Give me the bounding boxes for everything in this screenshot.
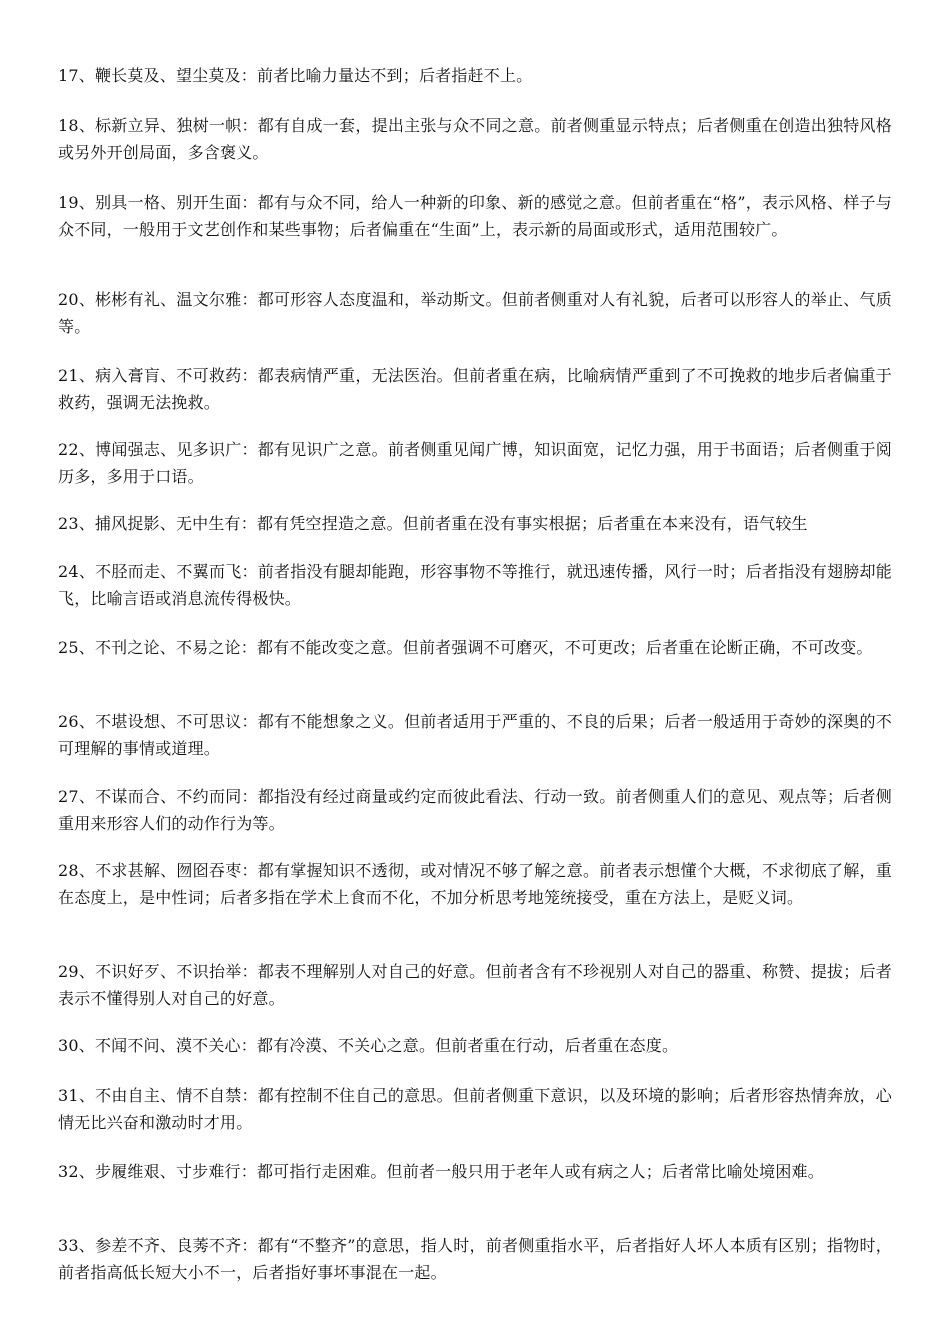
entry-28: 28、不求甚解、囫囵吞枣：都有掌握知识不透彻，或对情况不够了解之意。前者表示想懂个大概，不求彻底了解，重在态度上，是中性词；后者多指在学术上食而不化，不加分析思考地笼统接受，重在方法上，是贬义词。: [58, 861, 892, 907]
entry-29: 29、不识好歹、不识抬举：都表不理解别人对自己的好意。但前者含有不珍视别人对自己的器重、称赞、提拔；后者表示不懂得别人对自己的好意。: [58, 962, 892, 1008]
entry-17: 17、鞭长莫及、望尘莫及：前者比喻力量达不到；后者指赶不上。: [58, 66, 533, 85]
entry-23: 23、捕风捉影、无中生有：都有凭空捏造之意。但前者重在没有事实根据；后者重在本来没有，语气较生: [58, 514, 808, 533]
entry-20: 20、彬彬有礼、温文尔雅：都可形容人态度温和，举动斯文。但前者侧重对人有礼貌，后者可以形容人的举止、气质等。: [58, 290, 892, 336]
entry-33: 33、参差不齐、良莠不齐：都有“不整齐”的意思，指人时，前者侧重指水平，后者指好人坏人本质有区别；指物时，前者指高低长短大小不一，后者指好事坏事混在一起。: [58, 1236, 892, 1282]
entry-31: 31、不由自主、情不自禁：都有控制不住自己的意思。但前者侧重下意识，以及环境的影响；后者形容热情奔放，心情无比兴奋和激动时才用。: [58, 1086, 892, 1132]
entry-26: 26、不堪设想、不可思议：都有不能想象之义。但前者适用于严重的、不良的后果；后者一般适用于奇妙的深奥的不可理解的事情或道理。: [58, 712, 892, 758]
entry-21: 21、病入膏肓、不可救药：都表病情严重，无法医治。但前者重在病，比喻病情严重到了不可挽救的地步后者偏重于救药，强调无法挽救。: [58, 366, 892, 412]
entry-25: 25、不刊之论、不易之论：都有不能改变之意。但前者强调不可磨灭，不可更改；后者重在论断正确，不可改变。: [58, 638, 873, 657]
entry-24: 24、不胫而走、不翼而飞：前者指没有腿却能跑，形容事物不等推行，就迅速传播，风行一时；后者指没有翅膀却能飞，比喻言语或消息流传得极快。: [58, 562, 892, 608]
entry-22: 22、博闻强志、见多识广：都有见识广之意。前者侧重见闻广博，知识面宽，记忆力强，用于书面语；后者侧重于阅历多，多用于口语。: [58, 440, 892, 486]
entry-18: 18、标新立异、独树一帜：都有自成一套，提出主张与众不同之意。前者侧重显示特点；后者侧重在创造出独特风格或另外开创局面，多含褒义。: [58, 116, 892, 162]
entry-32: 32、步履维艰、寸步难行：都可指行走困难。但前者一般只用于老年人或有病之人；后者常比喻处境困难。: [58, 1162, 824, 1181]
entry-19: 19、别具一格、别开生面：都有与众不同，给人一种新的印象、新的感觉之意。但前者重在“格”，表示风格、样子与众不同，一般用于文艺创作和某些事物；后者偏重在“生面”上，表示新的局面或形式，适用范围较广。: [58, 193, 892, 239]
entry-27: 27、不谋而合、不约而同：都指没有经过商量或约定而彼此看法、行动一致。前者侧重人们的意见、观点等；后者侧重用来形容人们的动作行为等。: [58, 787, 892, 833]
entry-30: 30、不闻不问、漠不关心：都有冷漠、不关心之意。但前者重在行动，后者重在态度。: [58, 1036, 679, 1055]
